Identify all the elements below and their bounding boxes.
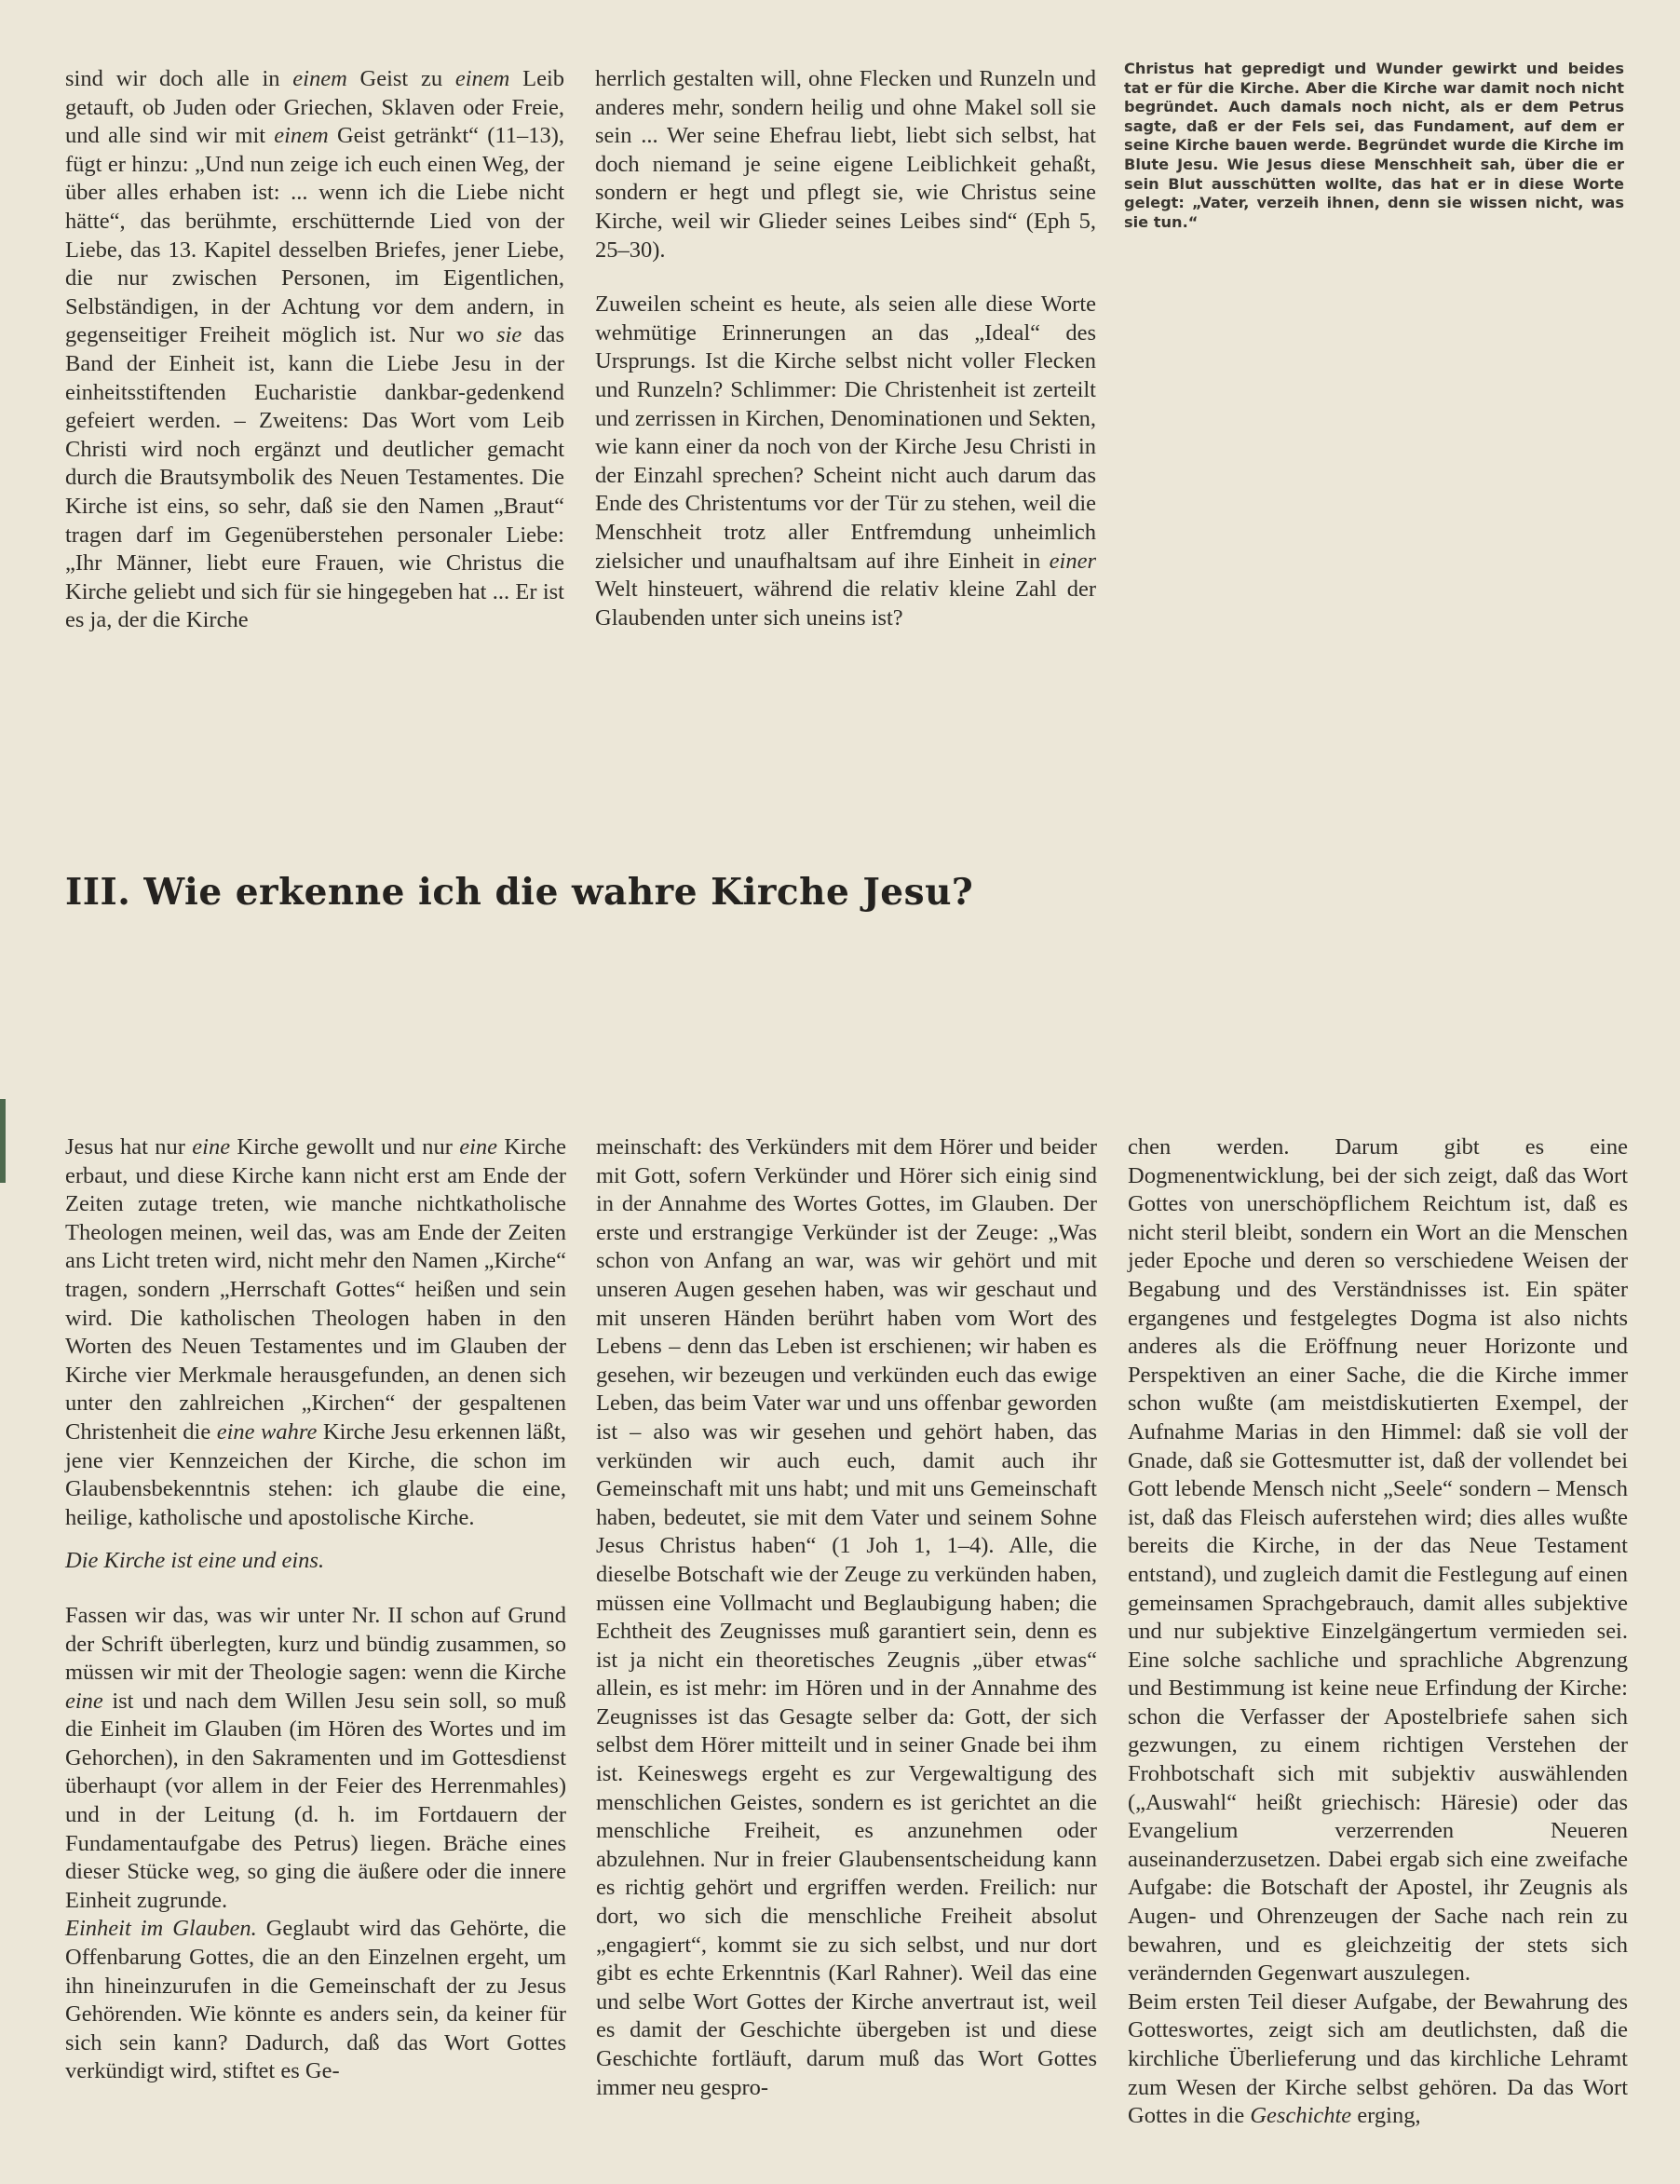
paragraph: Zuweilen scheint es heute, als seien alle diese Worte wehmütige Erinnerungen an das „Ideal“ des Ursprungs. Ist die Kirche selbst nicht voller Flecken und Runzeln? Schlimmer: Die Christenheit ist zerteilt und zerrissen in Kirchen, Denominationen und Sekten, wie kann einer da noch von der Kirche Jesu Christi in der Einzahl sprechen? Scheint nicht auch darum das Ende des Christentums vor der Tür zu stehen, weil die Menschheit trotz aller Entfremdung unheimlich zielsicher und unaufhaltsam auf ihre Einheit in einer Welt hinsteuert, während die relativ kleine Zahl der Glaubenden unter sich uneins ist?	[595, 292, 1096, 631]
bottom-column-1	[65, 1133, 566, 2086]
section-heading: III. Wie erkenne ich die wahre Kirche Jesu?	[65, 871, 974, 914]
paragraph: Einheit im Glauben. Geglaubt wird das Gehörte, die Offenbarung Gottes, die an den Einzelnen ergeht, um ihn hineinzurufen in die Gemeinschaft der zu Jesus Gehörenden. Wie könnte es anders sein, da keiner für sich sein kann? Dadurch, daß das Wort Gottes verkündigt wird, stiftet es Ge-	[65, 1916, 566, 2084]
bottom-column-2	[596, 1133, 1097, 2102]
bottom-column-3	[1128, 1133, 1628, 2131]
paragraph: sind wir doch alle in einem Geist zu einem Leib getauft, ob Juden oder Griechen, Sklaven oder Freie, und alle sind wir mit einem Geist getränkt“ (11–13), fügt er hinzu: „Und nun zeige ich euch einen Weg, der über alles erhaben ist: ... wenn ich die Liebe nicht hätte“, das berühmte, erschütternde Lied von der Liebe, das 13. Kapitel desselben Briefes, jener Liebe, die nur zwischen Personen, im Eigentlichen, Selbständigen, in der Achtung vor dem andern, in gegenseitiger Freiheit möglich ist. Nur wo sie das Band der Einheit ist, kann die Liebe Jesu in der einheitsstiftenden Eucharistie dankbar-gedenkend gefeiert werden. – Zweitens: Das Wort vom Leib Christi wird noch ergänzt und deutlicher gemacht durch die Brautsymbolik des Neuen Testamentes. Die Kirche ist eins, so sehr, daß sie den Namen „Braut“ tragen darf im Gegenüberstehen personaler Liebe: „Ihr Männer, liebt eure Frauen, wie Christus die Kirche geliebt und sich für sie hingegeben hat ... Er ist es ja, der die Kirche	[65, 66, 565, 633]
paragraph: Fassen wir das, was wir unter Nr. II schon auf Grund der Schrift überlegten, kurz und bündig zusammen, so müssen wir mit der Theologie sagen: wenn die Kirche eine ist und nach dem Willen Jesu sein soll, so muß die Einheit im Glauben (im Hören des Wortes und im Gehorchen), in den Sakramenten und im Gottesdienst überhaupt (vor allem in der Feier des Herrenmahles) und in der Leitung (d. h. im Fortdauern der Fundamentaufgabe des Petrus) liegen. Bräche eines dieser Stücke weg, so ging die äußere oder die innere Einheit zugrunde.	[65, 1602, 566, 1913]
paragraph: herrlich gestalten will, ohne Flecken und Runzeln und anderes mehr, sondern heilig und ohne Makel soll sie sein ... Wer seine Ehefrau liebt, liebt sich selbst, hat doch niemand je seine eigene Leiblichkeit gehaßt, sondern er hegt und pflegt sie, wie Christus seine Kirche, weil wir Glieder seines Leibes sind“ (Eph 5, 25–30).	[595, 66, 1096, 263]
subheading: Die Kirche ist eine und eins.	[65, 1548, 325, 1574]
top-column-1	[65, 65, 564, 635]
top-column-2	[595, 65, 1096, 632]
paragraph: meinschaft: des Verkünders mit dem Hörer und beider mit Gott, sofern Verkünder und Hörer sich einig sind in der Annahme des Wortes Gottes, im Glauben. Der erste und erstrangige Verkünder ist der Zeuge: „Was schon von Anfang an war, was wir gehört und mit unseren Augen gesehen haben, was wir geschaut und mit unseren Händen berührt haben vom Wort des Lebens – denn das Leben ist erschienen; wir haben es gesehen, wir bezeugen und verkünden euch das ewige Leben, das beim Vater war und uns offenbar geworden ist – also was wir gesehen und gehört haben, das verkünden wir auch euch, damit auch ihr Gemeinschaft mit uns habt; und mit uns Gemeinschaft haben, bedeutet, sie mit dem Vater und seinem Sohne Jesus Christus haben“ (1 Joh 1, 1–4). Alle, die dieselbe Botschaft wie der Zeuge zu verkünden haben, müssen eine Vollmacht und Beglaubigung haben; die Echtheit des Zeugnisses muß garantiert sein, denn es ist ja nicht ein theoretisches Zeugnis „über etwas“ allein, es ist mehr: im Hören und in der Annahme des Zeugnisses ist das Gesagte selber da: Gott, der sich selbst dem Hörer mitteilt und in seiner Gnade bei ihm ist. Keineswegs ergeht es zur Vergewaltigung des menschlichen Geistes, sondern es ist gerichtet an die menschliche Freiheit, es anzunehmen oder abzulehnen. Nur in freier Glaubensentscheidung kann es richtig gehört und ergriffen werden. Freilich: nur dort, wo sich die menschliche Freiheit absolut „engagiert“, kommt sie zu sich selbst, und nur dort gibt es echte Erkenntnis (Karl Rahner). Weil das eine und selbe Wort Gottes der Kirche anvertraut ist, weil es damit der Geschichte übergeben ist und diese Geschichte fortläuft, darum muß das Wort Gottes immer neu gespro-	[596, 1134, 1097, 2100]
side-note: Christus hat gepredigt und Wunder gewirkt und beides tat er für die Kirche. Aber die Kirche war damit noch nicht begründet. Auch damals noch nicht, als er dem Petrus sagte, daß er der Fels sei, das Fundament, auf dem er seine Kirche bauen werde. Begründet wurde die Kirche im Blute Jesu. Wie Jesus diese Menschheit sah, über die er sein Blut ausschütten wollte, das hat er in diese Worte gelegt: „Vater, verzeih ihnen, denn sie wissen nicht, was sie tun.“	[1124, 60, 1624, 231]
paragraph: Jesus hat nur eine Kirche gewollt und nur eine Kirche erbaut, und diese Kirche kann nicht erst am Ende der Zeiten zutage treten, wie manche nichtkatholische Theologen meinen, weil das, was am Ende der Zeiten ans Licht treten wird, nicht mehr den Namen „Kirche“ tragen, sondern „Herrschaft Gottes“ heißen und sein wird. Die katholischen Theologen haben in den Worten des Neuen Testamentes und im Glauben der Kirche vier Merkmale herausgefunden, an denen sich unter den zahlreichen „Kirchen“ der gespaltenen Christenheit die eine wahre Kirche Jesu erkennen läßt, jene vier Kennzeichen der Kirche, die schon im Glaubensbekenntnis stehen: ich glaube die eine, heilige, katholische und apostolische Kirche.	[65, 1134, 566, 1530]
paragraph: Beim ersten Teil dieser Aufgabe, der Bewahrung des Gotteswortes, zeigt sich am deutlichsten, daß die kirchliche Überlieferung und das kirchliche Lehramt zum Wesen der Kirche selbst gehören. Da das Wort Gottes in die Geschichte erging,	[1128, 1988, 1628, 2129]
page-edge-mark	[0, 1099, 6, 1183]
paragraph: chen werden. Darum gibt es eine Dogmenentwicklung, bei der sich zeigt, daß das Wort Gottes von unerschöpflichem Reichtum ist, daß es nicht steril bleibt, sondern ein Wort an die Menschen jeder Epoche und deren so verschiedene Weisen der Begabung und des Verständnisses ist. Ein später ergangenes und festgelegtes Dogma ist also nichts anderes als die Eröffnung neuer Horizonte und Perspektiven an einer Sache, die die Kirche immer schon wußte (am meistdiskutierten Exempel, der Aufnahme Marias in den Himmel: daß sie voll der Gnade, daß sie Gottesmutter ist, daß der vollendet bei Gott lebende Mensch nicht „Seele“ sondern – Mensch ist, daß das Fleisch auferstehen wird; dies alles wußte bereits die Kirche, in der das Neue Testament entstand), und zugleich damit die Festlegung auf einen gemeinsamen Sprachgebrauch, damit alles subjektive und nur subjektive Einzelgängertum vermieden sei. Eine solche sachliche und sprachliche Abgrenzung und Bestimmung ist keine neue Erfindung der Kirche: schon die Verfasser der Apostelbriefe sahen sich gezwungen, zu einem richtigen Verstehen der Frohbotschaft sich mit subjektiv auswählenden („Auswahl“ heißt griechisch: Häresie) oder das Evangelium verzerrenden Neueren auseinanderzusetzen. Dabei ergab sich eine zweifache Aufgabe: die Botschaft der Apostel, ihr Zeugnis als Augen- und Ohrenzeugen der Sache nach rein zu bewahren, und es gleichzeitig der stets sich verändernden Gegenwart auszulegen.	[1128, 1134, 1628, 1987]
